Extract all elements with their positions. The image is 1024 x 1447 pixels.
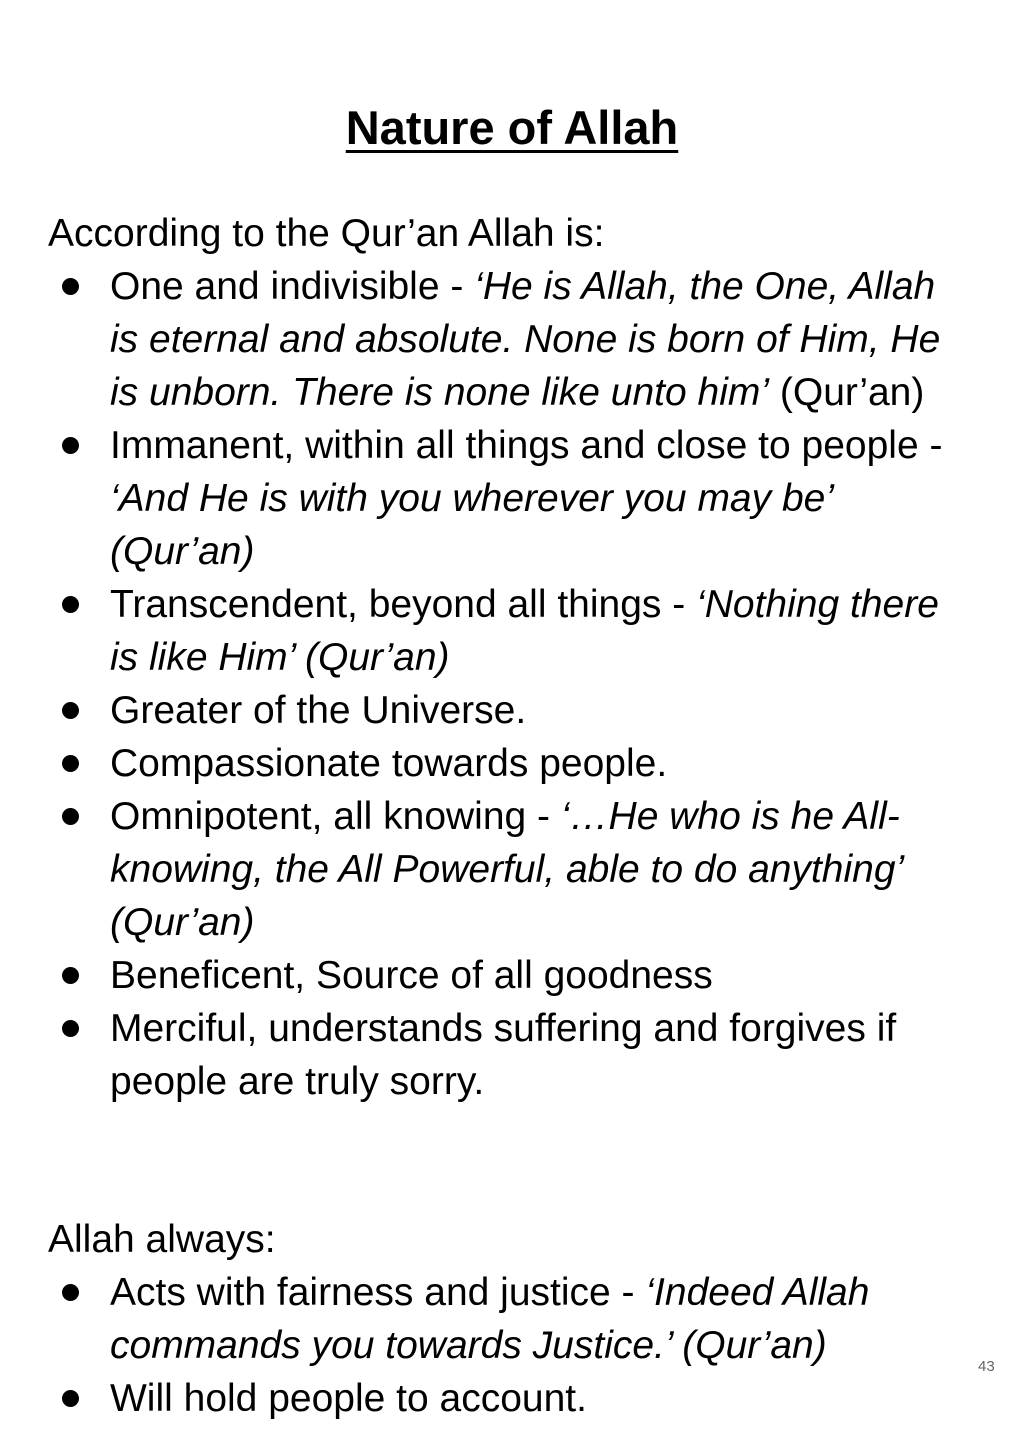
item-text: Compassionate towards people. — [110, 742, 668, 785]
page-number: 43 — [978, 1358, 995, 1375]
list-item — [0, 949, 1000, 1002]
item-text: Greater of the Universe. — [110, 689, 527, 732]
bullet-icon — [62, 1284, 79, 1301]
section-intro: According to the Qur’an Allah is: — [48, 212, 605, 255]
item-text: Acts with fairness and justice - — [110, 1271, 646, 1314]
list-item — [0, 790, 1000, 949]
item-text: One and indivisible - — [110, 265, 475, 308]
page-title: Nature of Allah — [345, 101, 679, 154]
list-item — [0, 1372, 1000, 1425]
item-quote: ‘And He is with you wherever you may be’ (Qur’an) — [110, 477, 832, 573]
always-list — [0, 1266, 1000, 1425]
list-item — [0, 260, 1000, 419]
bullet-icon — [62, 702, 79, 719]
item-quote: ‘Indeed Allah commands you towards Justice.’ (Qur’an) — [110, 1271, 870, 1367]
item-quote: ‘Nothing there is like Him’ (Qur’an) — [110, 583, 939, 679]
item-text: Merciful, understands suffering and forgives if people are truly sorry. — [110, 1007, 897, 1103]
list-item — [0, 737, 1000, 790]
item-quote: ‘…He who is he All-knowing, the All Powerful, able to do anything’ (Qur’an) — [110, 795, 903, 944]
list-item — [0, 419, 1000, 578]
list-item — [0, 578, 1000, 684]
bullet-icon — [62, 596, 79, 613]
item-text: Omnipotent, all knowing - — [110, 795, 561, 838]
bullet-icon — [62, 278, 79, 295]
item-text: Immanent, within all things and close to people - — [110, 424, 943, 467]
attributes-list — [0, 260, 1000, 1108]
item-text: Transcendent, beyond all things - — [110, 583, 697, 626]
bullet-icon — [62, 437, 79, 454]
bullet-icon — [62, 808, 79, 825]
item-text: Beneficent, Source of all goodness — [110, 954, 713, 997]
section-intro: Allah always: — [48, 1218, 276, 1261]
bullet-icon — [62, 755, 79, 772]
list-item — [0, 684, 1000, 737]
list-item — [0, 1266, 1000, 1372]
list-item — [0, 1002, 1000, 1108]
item-text: Will hold people to account. — [110, 1377, 587, 1420]
item-source: (Qur’an) — [769, 371, 925, 414]
bullet-icon — [62, 1020, 79, 1037]
item-quote: ‘He is Allah, the One, Allah is eternal and absolute. None is born of Him, He is unborn. There is none like unto him’ — [110, 265, 941, 414]
bullet-icon — [62, 967, 79, 984]
bullet-icon — [62, 1390, 79, 1407]
